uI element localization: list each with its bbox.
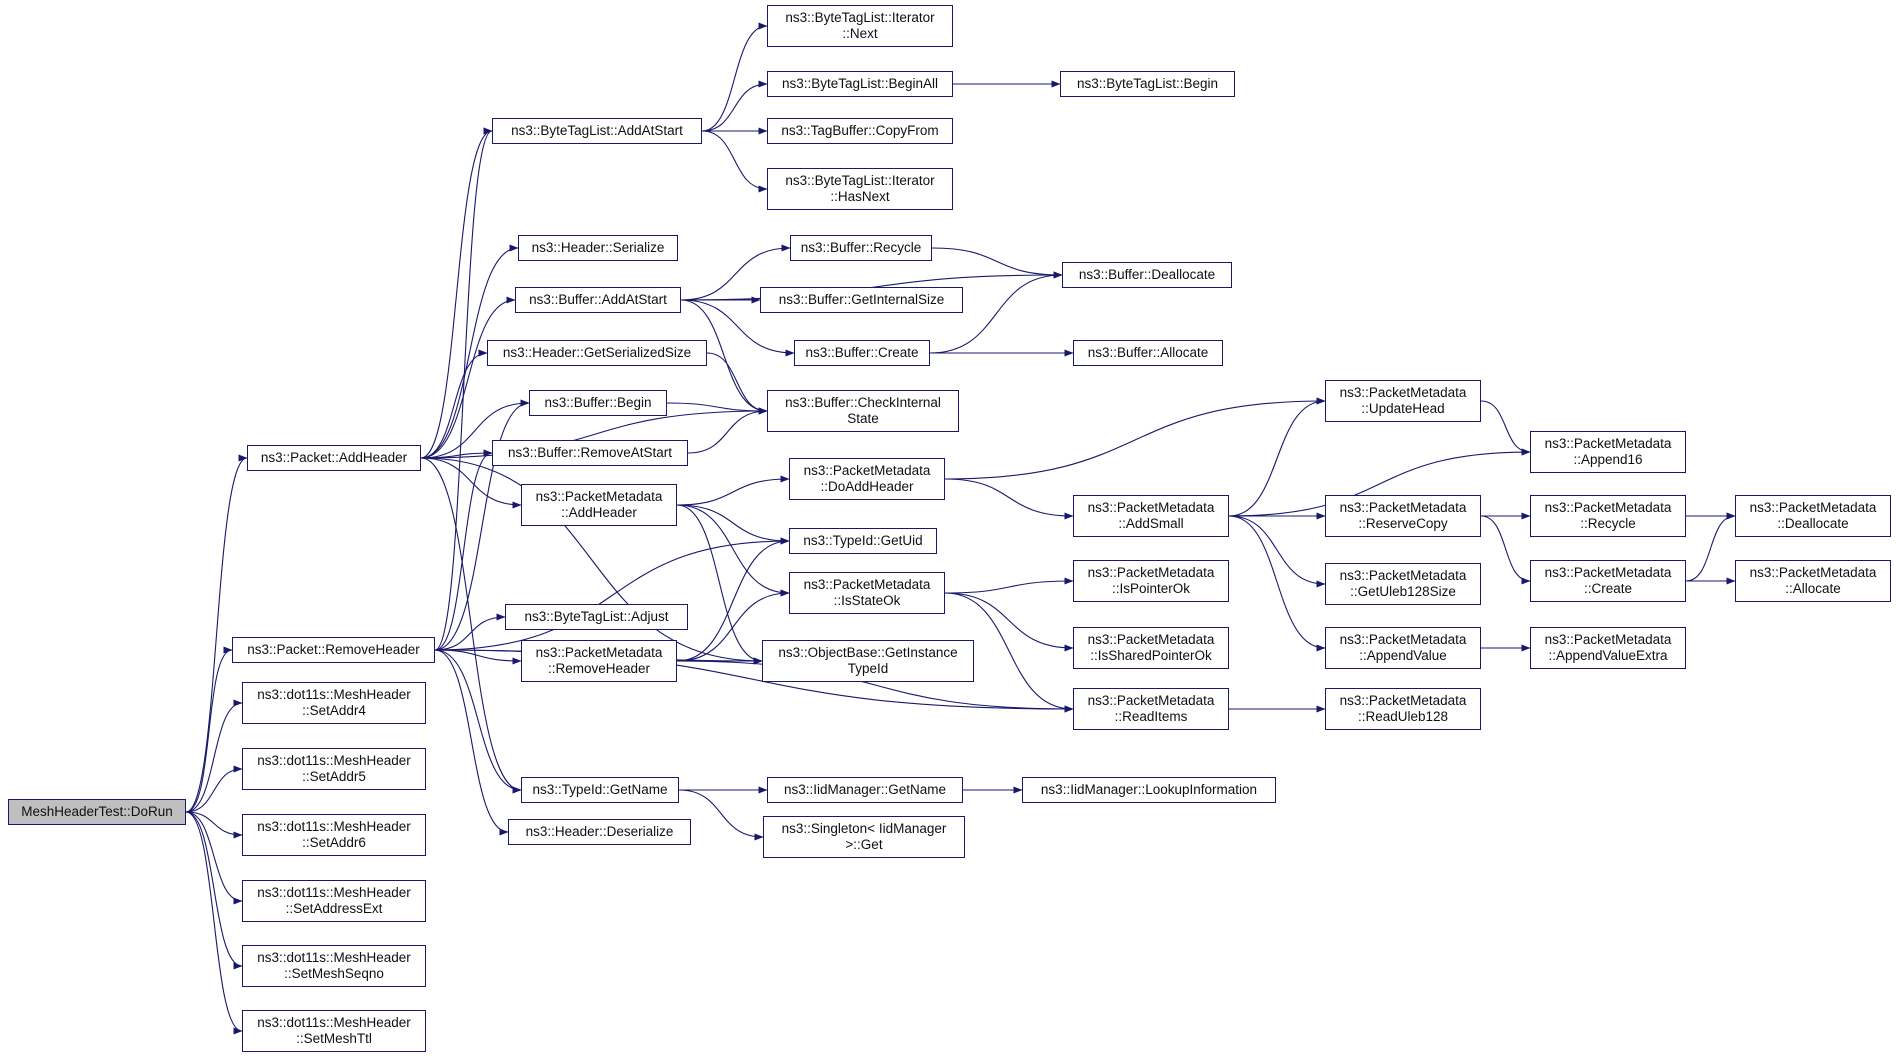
call-edge: [421, 131, 492, 458]
call-edge: [186, 769, 242, 812]
node-label-line: ::GetUleb128Size: [1350, 584, 1456, 599]
graph-node[interactable]: [242, 945, 426, 987]
node-label-line: ns3::PacketMetadata: [803, 463, 931, 478]
graph-node[interactable]: [1073, 495, 1229, 537]
node-label-line: ns3::ByteTagList::Iterator: [785, 10, 935, 25]
call-edge: [421, 300, 515, 458]
node-label-line: ::ReserveCopy: [1358, 516, 1448, 531]
graph-node[interactable]: [232, 637, 435, 663]
node-label-line: ns3::dot11s::MeshHeader: [257, 1015, 411, 1030]
graph-node[interactable]: [789, 458, 945, 500]
node-label-line: ns3::PacketMetadata: [1339, 693, 1467, 708]
node-label-line: ::AppendValue: [1359, 648, 1447, 663]
graph-node[interactable]: [505, 604, 688, 630]
node-label-line: ns3::TagBuffer::CopyFrom: [781, 123, 939, 138]
graph-node[interactable]: [1325, 688, 1481, 730]
graph-node[interactable]: [487, 340, 707, 366]
graph-node[interactable]: [492, 118, 702, 144]
node-label-line: ns3::Header::Serialize: [531, 240, 665, 255]
node-label-line: ::SetAddressExt: [285, 901, 383, 916]
node-label-line: ns3::PacketMetadata: [1339, 632, 1467, 647]
call-edge: [186, 812, 242, 966]
graph-node[interactable]: [789, 572, 945, 614]
graph-node[interactable]: [1530, 495, 1686, 537]
graph-node[interactable]: [1735, 560, 1891, 602]
node-label-line: ns3::Header::Deserialize: [525, 824, 674, 839]
call-edge: [688, 411, 767, 453]
node-label-line: ::SetMeshSeqno: [284, 966, 384, 981]
call-edge: [435, 650, 521, 661]
graph-node[interactable]: [242, 1010, 426, 1052]
node-label-line: State: [847, 411, 879, 426]
node-label-line: ns3::PacketMetadata: [1749, 565, 1877, 580]
node-label-line: TypeId: [847, 661, 889, 676]
node-label-line: ns3::PacketMetadata: [1087, 500, 1215, 515]
node-label-line: ns3::TypeId::GetName: [532, 782, 668, 797]
node-label-line: ::SetAddr5: [302, 769, 366, 784]
call-edge: [702, 131, 767, 189]
graph-node[interactable]: [1530, 627, 1686, 669]
graph-node[interactable]: [242, 814, 426, 856]
graph-node[interactable]: [1530, 560, 1686, 602]
graph-node[interactable]: [767, 390, 959, 432]
node-label-line: ns3::Buffer::Create: [805, 345, 919, 360]
call-edge: [186, 703, 242, 812]
node-label-line: ns3::PacketMetadata: [1544, 436, 1672, 451]
graph-node[interactable]: [790, 235, 932, 261]
node-label-line: ::AddHeader: [561, 505, 637, 520]
node-label-line: ns3::Buffer::RemoveAtStart: [507, 445, 673, 460]
graph-node[interactable]: [789, 528, 937, 554]
graph-node[interactable]: [242, 748, 426, 790]
call-edge: [186, 458, 247, 812]
node-label-line: ::Create: [1583, 581, 1633, 596]
call-edge: [679, 790, 763, 837]
call-edge: [702, 26, 767, 131]
graph-node[interactable]: [247, 445, 421, 471]
node-label-line: ::IsPointerOk: [1111, 581, 1191, 596]
graph-node[interactable]: [1325, 627, 1481, 669]
node-label-line: ns3::PacketMetadata: [1339, 385, 1467, 400]
node-label-line: ns3::dot11s::MeshHeader: [257, 950, 411, 965]
node-label-line: ns3::PacketMetadata: [1544, 500, 1672, 515]
node-label-line: ns3::PacketMetadata: [1087, 565, 1215, 580]
graph-node[interactable]: [767, 168, 953, 210]
graph-node[interactable]: [492, 440, 688, 466]
graph-node[interactable]: [1022, 777, 1276, 803]
node-label-line: ::AppendValueExtra: [1548, 648, 1668, 663]
node-label-line: ns3::ByteTagList::Iterator: [785, 173, 935, 188]
node-label-line: ns3::PacketMetadata: [1087, 693, 1215, 708]
node-label-line: ::DoAddHeader: [820, 479, 914, 494]
node-label-line: ns3::PacketMetadata: [535, 645, 663, 660]
call-edge: [435, 541, 789, 650]
graph-node[interactable]: [767, 5, 953, 47]
call-edge: [1229, 401, 1325, 516]
node-label-line: ns3::ByteTagList::AddAtStart: [511, 123, 683, 138]
node-label-line: ::Allocate: [1785, 581, 1841, 596]
call-edge: [186, 812, 242, 835]
node-label-line: ::Append16: [1573, 452, 1643, 467]
node-label-line: ns3::Packet::RemoveHeader: [247, 642, 420, 657]
node-label-line: ::IsStateOk: [833, 593, 901, 608]
graph-node[interactable]: [1530, 431, 1686, 473]
call-edge: [435, 453, 492, 650]
graph-node[interactable]: [515, 287, 681, 313]
node-label-line: ns3::ByteTagList::Adjust: [524, 609, 669, 624]
graph-node[interactable]: [521, 777, 679, 803]
node-label-line: ::ReadUleb128: [1357, 709, 1449, 724]
node-label-line: ::SetMeshTtl: [296, 1031, 372, 1046]
node-label-line: ::SetAddr6: [302, 835, 366, 850]
node-label-line: ns3::Buffer::AddAtStart: [529, 292, 667, 307]
call-edge: [677, 479, 789, 505]
call-edge: [435, 650, 508, 832]
call-edge: [667, 403, 767, 411]
node-label-line: ns3::Buffer::CheckInternal: [785, 395, 941, 410]
graph-node[interactable]: [1060, 71, 1235, 97]
node-label-line: ns3::Singleton< IidManager: [781, 821, 947, 836]
graph-node[interactable]: [1073, 340, 1223, 366]
call-edge: [1481, 401, 1530, 452]
node-label-line: ::HasNext: [830, 189, 890, 204]
node-label-line: ns3::TypeId::GetUid: [803, 533, 923, 548]
node-label-line: ns3::PacketMetadata: [1749, 500, 1877, 515]
node-label-line: ns3::IidManager::LookupInformation: [1040, 782, 1258, 797]
call-edge: [677, 505, 789, 593]
node-label-line: ns3::PacketMetadata: [803, 577, 931, 592]
call-edge: [945, 401, 1325, 479]
call-edge: [186, 650, 232, 812]
node-label-line: ns3::IidManager::GetName: [783, 782, 947, 797]
node-label-line: ns3::Buffer::GetInternalSize: [778, 292, 945, 307]
graph-node[interactable]: [529, 390, 667, 416]
node-label-line: ::Deallocate: [1777, 516, 1849, 531]
graph-node[interactable]: [767, 118, 953, 144]
call-edge: [1229, 516, 1325, 648]
graph-node[interactable]: [767, 777, 963, 803]
graph-node[interactable]: [521, 484, 677, 526]
node-label-line: ns3::dot11s::MeshHeader: [257, 687, 411, 702]
graph-node[interactable]: [1073, 627, 1229, 669]
graph-node[interactable]: [760, 287, 963, 313]
call-edge: [435, 131, 492, 650]
graph-node[interactable]: [794, 340, 930, 366]
graph-node[interactable]: [1325, 495, 1481, 537]
call-edge: [1481, 516, 1530, 581]
node-label-line: ns3::PacketMetadata: [1544, 632, 1672, 647]
node-label-line: ns3::ByteTagList::BeginAll: [781, 76, 939, 91]
graph-node[interactable]: [242, 682, 426, 724]
node-label-line: ::Next: [842, 26, 878, 41]
graph-node[interactable]: [242, 880, 426, 922]
node-label-line: ns3::Buffer::Deallocate: [1078, 267, 1216, 282]
graph-node[interactable]: [1062, 262, 1232, 288]
call-edge: [1686, 516, 1735, 581]
call-edge: [702, 84, 767, 131]
node-label-line: ns3::dot11s::MeshHeader: [257, 819, 411, 834]
node-label-line: ns3::Header::GetSerializedSize: [502, 345, 692, 360]
node-label-line: ::UpdateHead: [1361, 401, 1445, 416]
graph-node[interactable]: [521, 640, 677, 682]
graph-node[interactable]: [762, 640, 974, 682]
node-label-line: ::AddSmall: [1118, 516, 1184, 531]
node-label-line: ::ReadItems: [1114, 709, 1188, 724]
call-edge: [421, 453, 492, 458]
call-edge: [707, 353, 767, 411]
node-label-line: ns3::ByteTagList::Begin: [1076, 76, 1219, 91]
node-label-line: ::SetAddr4: [302, 703, 366, 718]
call-edge: [945, 479, 1073, 516]
node-label-line: ns3::PacketMetadata: [1087, 632, 1215, 647]
node-label-line: ns3::dot11s::MeshHeader: [257, 753, 411, 768]
call-edge: [945, 581, 1073, 593]
node-label-line: ns3::ObjectBase::GetInstance: [778, 645, 958, 660]
graph-node[interactable]: [508, 819, 691, 845]
node-label-line: ns3::Buffer::Allocate: [1087, 345, 1209, 360]
call-edge: [186, 812, 242, 901]
graph-node[interactable]: [767, 71, 953, 97]
graph-node[interactable]: [1325, 380, 1481, 422]
node-label-line: ns3::PacketMetadata: [535, 489, 663, 504]
call-edge: [932, 248, 1062, 275]
graph-node[interactable]: [1325, 563, 1481, 605]
graph-node[interactable]: [763, 816, 965, 858]
node-label-line: ns3::PacketMetadata: [1544, 565, 1672, 580]
graph-node[interactable]: [1073, 688, 1229, 730]
node-label-line: ns3::PacketMetadata: [1339, 500, 1467, 515]
call-edge: [186, 812, 242, 1031]
call-edge: [435, 650, 521, 790]
graph-node[interactable]: [1735, 495, 1891, 537]
call-edge: [435, 617, 505, 650]
graph-root-node[interactable]: [8, 799, 186, 825]
call-edge: [677, 505, 762, 661]
call-edge: [1229, 516, 1325, 584]
node-label-line: ::IsSharedPointerOk: [1090, 648, 1212, 663]
call-edge: [677, 505, 789, 541]
node-label-line: ns3::Buffer::Recycle: [800, 240, 922, 255]
node-label-line: ns3::PacketMetadata: [1339, 568, 1467, 583]
node-label-line: ns3::Buffer::Begin: [544, 395, 652, 410]
call-edge: [421, 353, 487, 458]
node-label-line: ns3::Packet::AddHeader: [260, 450, 408, 465]
node-label-line: ::RemoveHeader: [547, 661, 651, 676]
graph-node[interactable]: [1073, 560, 1229, 602]
node-label-line: ns3::dot11s::MeshHeader: [257, 885, 411, 900]
node-label-line: ::Recycle: [1580, 516, 1636, 531]
node-label-line: MeshHeaderTest::DoRun: [21, 804, 173, 819]
graph-node[interactable]: [518, 235, 678, 261]
node-label-line: >::Get: [845, 837, 883, 852]
